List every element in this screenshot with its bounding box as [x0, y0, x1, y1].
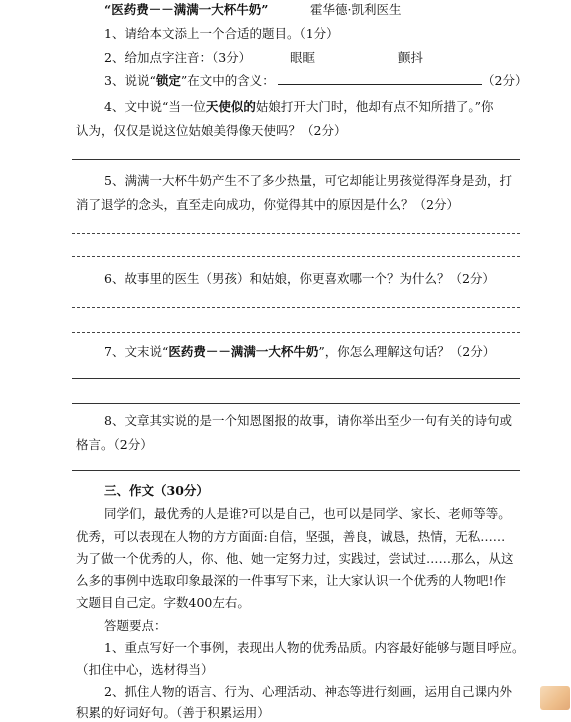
question-3-text-c: ”在文中的含义：	[180, 73, 275, 88]
question-7	[104, 343, 495, 361]
question-6: 6、故事里的医生（男孩）和姑娘，你更喜欢哪一个？为什么？（2分）	[104, 271, 495, 286]
question-3	[104, 72, 485, 90]
question-3-answer-blank[interactable]	[278, 72, 482, 85]
question-1: 1、请给本文添上一个合适的题目。（1分）	[104, 26, 339, 41]
answer-point-2-note: 积累的好词好句。（善于积累运用）	[76, 705, 270, 720]
question-8-line-2: 格言。（2分）	[76, 437, 153, 452]
question-7-keyword: 医药费－－满满一大杯牛奶	[168, 344, 319, 359]
question-3-score: （2分）	[482, 73, 528, 88]
question-4-line-1	[104, 98, 494, 116]
question-4-text-c: 姑娘打开大门时，他却有点不知所措了。”你	[255, 99, 494, 114]
answer-line[interactable]	[72, 332, 520, 333]
answer-line[interactable]	[72, 159, 520, 160]
composition-prompt-line-4: 么多的事例中选取印象最深的一件事写下来，让大家认识一个优秀的人物吧!作	[76, 573, 507, 588]
question-8-line-1: 8、文章其实说的是一个知恩图报的故事，请你举出至少一句有关的诗句或	[104, 413, 512, 428]
answer-point-1: 1、重点写好一个事例，表现出人物的优秀品质。内容最好能够与题目呼应。	[104, 640, 525, 655]
composition-prompt-line-1: 同学们，最优秀的人是谁?可以是自己，也可以是同学、家长、老师等等。	[104, 506, 511, 521]
question-5-line-1: 5、满满一大杯牛奶产生不了多少热量，可它却能让男孩觉得浑身是劲，打	[104, 173, 512, 188]
answer-point-1-note: （扣住中心，选材得当）	[76, 662, 214, 677]
question-4-keyword: 天使似的	[205, 99, 256, 114]
question-4-line-2: 认为，仅仅是说这位姑娘美得像天使吗？（2分）	[76, 123, 347, 138]
answer-line[interactable]	[72, 470, 520, 471]
corner-decoration	[540, 686, 570, 710]
answer-line[interactable]	[72, 233, 520, 234]
reading-title: “医药费－－满满一大杯牛奶”	[104, 2, 269, 17]
composition-prompt-line-2: 优秀，可以表现在人物的方方面面:自信，坚强，善良，诚恳，热情，无私……	[76, 529, 506, 544]
question-7-text-a: 7、文末说“	[104, 344, 169, 359]
answer-line[interactable]	[72, 378, 520, 379]
question-4-text-a: 4、文中说“当一位	[104, 99, 206, 114]
answer-line[interactable]	[72, 403, 520, 404]
question-2: 2、给加点字注音：（3分）	[104, 50, 252, 65]
answer-points-heading: 答题要点：	[104, 618, 167, 633]
answer-point-2: 2、抓住人物的语言、行为、心理活动、神态等进行刻画，运用自己课内外	[104, 684, 512, 699]
composition-prompt-line-3: 为了做一个优秀的人，你、他、她一定努力过，实践过，尝试过……那么，从这	[76, 551, 514, 566]
question-3-keyword: 锁定	[155, 73, 181, 88]
reading-author: 霍华德·凯利医生	[310, 2, 402, 17]
question-3-text-a: 3、说说“	[104, 73, 156, 88]
answer-line[interactable]	[72, 307, 520, 308]
question-2-word-2: 颤抖	[398, 50, 424, 65]
question-2-word-1: 眼眶	[290, 50, 316, 65]
answer-line[interactable]	[72, 256, 520, 257]
composition-heading: 三、作文（30分）	[104, 483, 209, 498]
composition-prompt-line-5: 文题目自己定。字数400左右。	[76, 595, 250, 610]
question-7-text-c: ”，你怎么理解这句话？（2分）	[318, 344, 496, 359]
question-5-line-2: 消了退学的念头，直至走向成功，你觉得其中的原因是什么？（2分）	[76, 197, 459, 212]
